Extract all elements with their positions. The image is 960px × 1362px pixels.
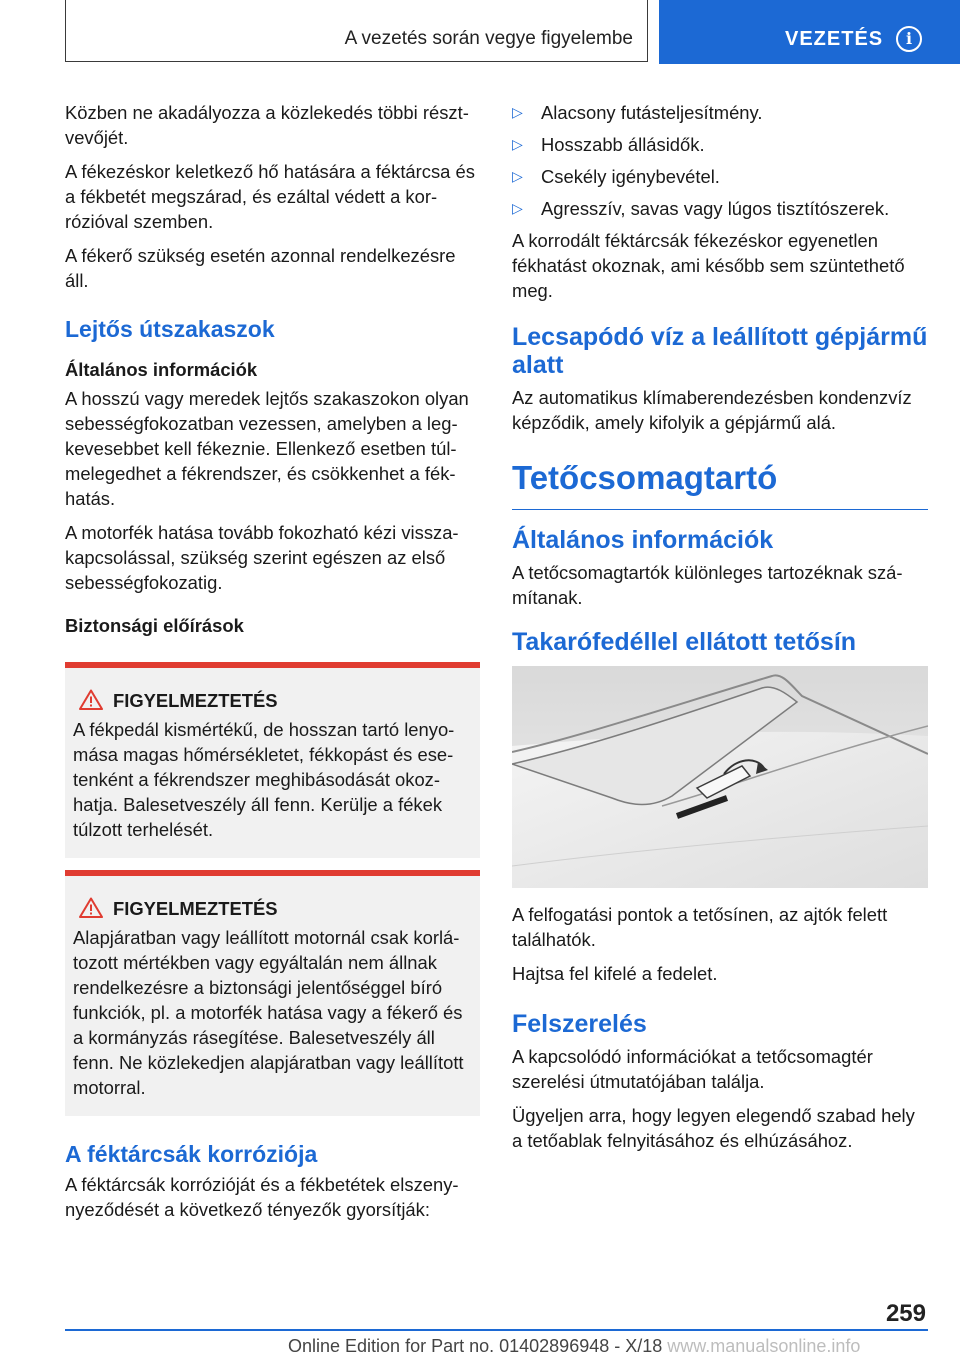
bullet-triangle-icon: ▷ [512,200,523,216]
subheading-general-info: Általános információk [65,359,258,380]
section-heading-downhill: Lejtős útszakaszok [65,316,275,342]
page-number: 259 [885,1300,926,1327]
section-heading-roof-rail: Takarófedéllel ellátott tetősín [512,628,857,656]
warning-text: Alapjáratban vagy leállított motornál csak korlá‐tozott mértékben vagy egyáltalán nem állnak rendelkezésre a biztonsági jelentőséggel bíró funkciók, pl. a motorfék hatása vagy a fékerő és a kormányzás rásegítése. Balesetveszély áll fenn. Ne közlekedjen alapjáratban vagy leállított motorral. [73,927,464,1098]
paragraph: A hosszú vagy meredek lejtős szakaszokon olyan sebességfokozatban vezessen, amelyben a leg‐kevesebbet kell fékeznie. Ellenkező esetben túl‐melegedhet a fékrendszer, és csökkenhet a fék‐hatás. [65,388,469,509]
paragraph: A korrodált féktárcsák fékezéskor egyenetlen fékhatást okoznak, ami később sem szüntethető meg. [512,230,905,301]
list-item: ▷ Alacsony futásteljesítmény. [512,102,763,123]
warning-box [65,870,480,1116]
bullet-triangle-icon: ▷ [512,136,523,152]
paragraph: A kapcsolódó információkat a tetőcsomagtér szerelési útmutatójában találja. [512,1046,873,1092]
paragraph: A féktárcsák korrózióját és a fékbetétek elszeny‐nyeződését a következő tényezők gyorsítják: [65,1174,459,1220]
warning-box [65,662,480,858]
warning-title-row [73,896,472,921]
paragraph: Az automatikus klímaberendezésben kondenzvíz képződik, amely kifolyik a gépjármű alá. [512,387,912,433]
chapter-header [65,0,648,62]
bullet-triangle-icon: ▷ [512,168,523,184]
paragraph: A tetőcsomagtartók különleges tartozéknak szá‐mítanak. [512,562,903,608]
warning-triangle-icon [79,689,103,710]
paragraph: A fékerő szükség esetén azonnal rendelkezésre áll. [65,245,456,291]
section-label: VEZETÉS [785,28,884,50]
section-heading-corrosion: A féktárcsák korróziója [65,1141,318,1167]
section-tab[interactable] [659,0,960,64]
paragraph: A felfogatási pontok a tetősínen, az ajtók felett találhatók. [512,904,888,950]
warning-title: FIGYELMEZTETÉS [113,898,278,919]
section-heading-condensate: Lecsapódó víz a leállított gépjármű alatt [512,323,928,379]
paragraph: Hajtsa fel kifelé a fedelet. [512,963,718,984]
list-item: ▷ Csekély igénybevétel. [512,166,720,187]
warning-title: FIGYELMEZTETÉS [113,690,278,711]
paragraph: A motorfék hatása tovább fokozható kézi vissza‐kapcsolással, szükség szerint egészen az első sebességfokozatig. [65,522,459,593]
warning-title-row [73,688,472,713]
roof-rail-cover-photo [512,666,928,888]
subheading-safety: Biztonsági előírások [65,615,244,636]
right-column [512,100,928,1162]
footer-edition [288,1336,860,1357]
chapter-heading-roof-rack: Tetőcsomagtartó [512,459,928,510]
edition-text: Online Edition for Part no. 01402896948 - X/18 [288,1336,663,1356]
footer-divider [65,1329,928,1331]
section-heading-general-info: Általános információk [512,526,774,554]
warning-text: A fékpedál kismértékű, de hosszan tartó lenyo‐mása magas hőmérsékletet, fékkopást és ese‐tenként a fékrendszer meghibásodását okoz‐hatja. Balesetveszély áll fenn. Kerülje a fékek túlzott terhelését. [73,719,455,840]
watermark-text[interactable]: www.manualsonline.info [667,1336,861,1356]
bullet-triangle-icon: ▷ [512,104,523,120]
warning-triangle-icon [79,897,103,918]
bullet-list [512,100,928,221]
list-item: ▷ Hosszabb állásidők. [512,134,705,155]
section-heading-mounting: Felszerelés [512,1010,647,1038]
paragraph: Közben ne akadályozza a közlekedés többi részt‐vevőjét. [65,102,469,148]
chapter-title: A vezetés során vegye figyelembe [344,28,633,49]
list-item: ▷ Agresszív, savas vagy lúgos tisztítószerek. [512,198,890,219]
paragraph: A fékezéskor keletkező hő hatására a féktárcsa és a fékbetét megszárad, és ezáltal védett a kor‐rózióval szemben. [65,161,475,232]
left-column [65,100,480,1231]
paragraph: Ügyeljen arra, hogy legyen elegendő szabad hely a tetőablak felnyitásához és elhúzásához. [512,1105,915,1151]
info-circle-icon[interactable]: i [896,26,922,52]
